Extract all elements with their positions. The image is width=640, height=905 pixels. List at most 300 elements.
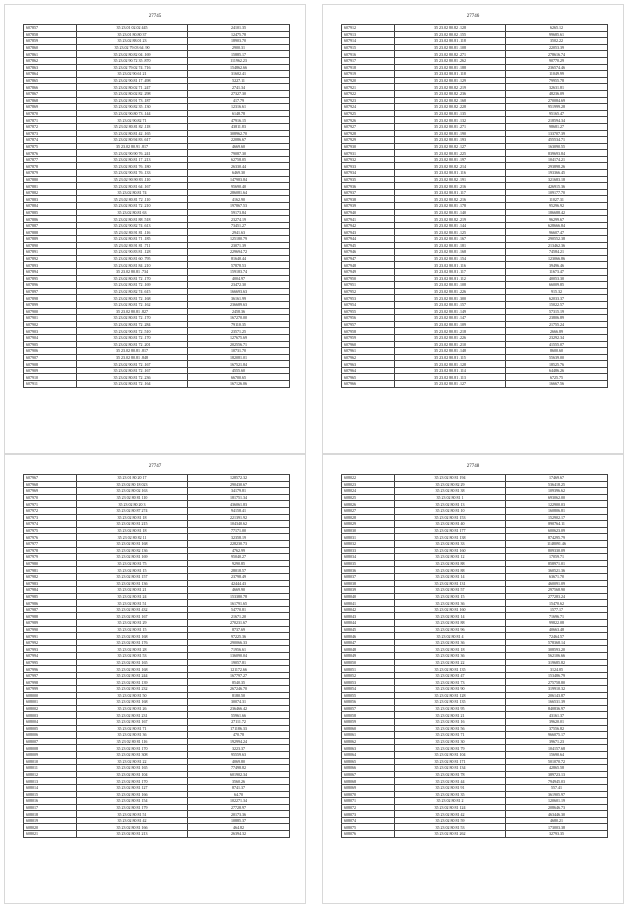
row-id-cell: 607949 xyxy=(342,268,395,275)
table-row xyxy=(342,328,608,335)
code-cell: 35 23 02 80 81 21 xyxy=(77,587,188,594)
code-cell: 35 23.02 80.81 .113 xyxy=(395,374,506,381)
table-row xyxy=(24,361,290,368)
row-id-cell: 608055 xyxy=(342,692,395,699)
amount-cell: 2741.34 xyxy=(188,84,290,91)
code-cell: 35 23.02 80.81 17 .213 xyxy=(77,156,188,163)
code-cell: 35 23 02 80 81 36 xyxy=(395,600,506,607)
row-id-cell: 607955 xyxy=(342,308,395,315)
table-row xyxy=(342,156,608,163)
amount-cell: 152902.17 xyxy=(506,514,608,521)
code-cell: 35 23 02 80 81 14 xyxy=(395,573,506,580)
row-id-cell: 608024 xyxy=(342,488,395,495)
code-cell: 35 23.02 80.81 72 .164 xyxy=(77,381,188,388)
row-id-cell: 607937 xyxy=(342,189,395,196)
table-row xyxy=(342,646,608,653)
table-row xyxy=(342,268,608,275)
row-id-cell: 607993 xyxy=(24,646,77,653)
code-cell: 35 23 02 80 81 13 xyxy=(395,501,506,508)
table-row xyxy=(342,593,608,600)
row-id-cell: 607882 xyxy=(24,189,77,196)
code-cell: 35 23.02 80.81 .190 xyxy=(395,130,506,137)
code-cell: 35 23.02 80.81 74 xyxy=(77,189,188,196)
amount-cell: 229694.72 xyxy=(188,249,290,256)
table-row xyxy=(342,606,608,613)
code-cell: 35 23 02 80 81 165 xyxy=(77,659,188,666)
row-id-cell: 607880 xyxy=(24,176,77,183)
code-cell: 35 23 02 80 81 18 xyxy=(77,527,188,534)
row-id-cell: 608038 xyxy=(342,580,395,587)
code-cell: 35 23.02 80.02 .155 xyxy=(395,31,506,38)
table-row xyxy=(24,817,290,824)
amount-cell: 6265.12 xyxy=(506,25,608,32)
table-row xyxy=(24,540,290,547)
table-row xyxy=(342,659,608,666)
table-row xyxy=(24,176,290,183)
row-id-cell: 607941 xyxy=(342,216,395,223)
table-row xyxy=(24,811,290,818)
row-id-cell: 608022 xyxy=(342,475,395,482)
amount-cell: 23571.25 xyxy=(188,328,290,335)
amount-cell: 600623.09 xyxy=(506,527,608,534)
amount-cell: 55639.00 xyxy=(506,354,608,361)
table-row xyxy=(24,321,290,328)
code-cell: 35 23 02 80 81 128 xyxy=(395,692,506,699)
table-row xyxy=(24,209,290,216)
table-row xyxy=(342,123,608,130)
row-id-cell: 607958 xyxy=(342,328,395,335)
amount-cell: 290552.38 xyxy=(506,236,608,243)
table-row xyxy=(342,97,608,104)
amount-cell: 99822.08 xyxy=(506,620,608,627)
code-cell: 35 23.02 80.81 .262 xyxy=(395,57,506,64)
amount-cell: 361905.97 xyxy=(506,791,608,798)
code-cell: 35 23 02 80 81 42 xyxy=(77,817,188,824)
amount-cell: 628666.84 xyxy=(506,222,608,229)
code-cell: 35 23.02 80.81 .218 xyxy=(395,328,506,335)
table-row xyxy=(24,110,290,117)
code-cell: 35 23.02 80.81 88 .518 xyxy=(77,216,188,223)
table-row xyxy=(342,110,608,117)
amount-cell: 15885.17 xyxy=(188,51,290,58)
row-id-cell: 607996 xyxy=(24,666,77,673)
row-id-cell: 607893 xyxy=(24,262,77,269)
row-id-cell: 607898 xyxy=(24,295,77,302)
table-row xyxy=(342,686,608,693)
row-id-cell: 607981 xyxy=(24,567,77,574)
row-id-cell: 607901 xyxy=(24,315,77,322)
row-id-cell: 608071 xyxy=(342,798,395,805)
code-cell: 35 23 02 80 81 95 xyxy=(395,705,506,712)
amount-cell: 501070.72 xyxy=(506,758,608,765)
row-id-cell: 607908 xyxy=(24,361,77,368)
row-id-cell: 607974 xyxy=(24,521,77,528)
table-row xyxy=(24,374,290,381)
row-id-cell: 607923 xyxy=(342,97,395,104)
row-id-cell: 608039 xyxy=(342,587,395,594)
amount-cell: 3560.26 xyxy=(188,778,290,785)
amount-cell: 3502.22 xyxy=(506,38,608,45)
amount-cell: 277283.24 xyxy=(506,593,608,600)
amount-cell: 3223.37 xyxy=(188,745,290,752)
code-cell: 35 23.02 80.81 .127 xyxy=(395,381,506,388)
table-row xyxy=(24,626,290,633)
table-row xyxy=(24,51,290,58)
row-id-cell: 607910 xyxy=(24,374,77,381)
table-row xyxy=(342,170,608,177)
table-row xyxy=(342,262,608,269)
table-row xyxy=(342,381,608,388)
table-row xyxy=(342,90,608,97)
amount-cell: 59173.84 xyxy=(188,209,290,216)
table-row xyxy=(342,501,608,508)
row-id-cell: 607912 xyxy=(342,25,395,32)
code-cell: 35 23.02 80.91 .817 xyxy=(77,143,188,150)
row-id-cell: 608064 xyxy=(342,751,395,758)
table-row xyxy=(342,44,608,51)
row-id-cell: 608054 xyxy=(342,686,395,693)
table-row xyxy=(342,758,608,765)
amount-cell: 31602.41 xyxy=(188,71,290,78)
amount-cell: 578368.14 xyxy=(506,639,608,646)
table-row xyxy=(342,288,608,295)
table-row xyxy=(24,718,290,725)
amount-cell: 417.79 xyxy=(188,97,290,104)
code-cell: 35 23 02 80 81 15 xyxy=(395,593,506,600)
row-id-cell: 607959 xyxy=(342,334,395,341)
code-cell: 35 23.02 90.61 21 xyxy=(77,71,188,78)
code-cell: 35 23.02 80.81 .167 xyxy=(395,236,506,243)
amount-cell: 23798.49 xyxy=(188,573,290,580)
code-cell: 35 23.02 80.81 .148 xyxy=(395,348,506,355)
code-cell: 35 23.02 80.81 .827 xyxy=(77,308,188,315)
table-row xyxy=(24,791,290,798)
row-id-cell: 608051 xyxy=(342,666,395,673)
code-cell: 35 23.02 90.81 17 .498 xyxy=(77,77,188,84)
amount-cell: 42865.58 xyxy=(506,765,608,772)
table-row xyxy=(342,666,608,673)
table-row xyxy=(342,699,608,706)
amount-cell: 127675.69 xyxy=(188,334,290,341)
code-cell: 35 23 02 80 81 88 xyxy=(395,567,506,574)
row-id-cell: 608021 xyxy=(24,831,77,838)
table-row xyxy=(342,791,608,798)
table-row xyxy=(342,104,608,111)
amount-cell: 4004.97 xyxy=(188,275,290,282)
amount-cell: 193366.45 xyxy=(506,170,608,177)
code-cell: 35 23.02 90.80 73 .144 xyxy=(77,110,188,117)
amount-cell: 809330.09 xyxy=(506,547,608,554)
code-cell: 35 23 02 80 81 42 xyxy=(395,811,506,818)
amount-cell: 202556.71 xyxy=(188,341,290,348)
code-cell: 35 23.01 80.80 37 xyxy=(77,31,188,38)
amount-cell: 2900.31 xyxy=(188,44,290,51)
amount-cell: 10885.37 xyxy=(188,817,290,824)
table-row xyxy=(24,501,290,508)
table-row xyxy=(24,196,290,203)
table-row xyxy=(24,229,290,236)
row-id-cell: 608067 xyxy=(342,771,395,778)
table-row xyxy=(24,771,290,778)
code-cell: 35 23 02 80 81 104 xyxy=(77,771,188,778)
code-cell: 35 23 02 80 81 53 xyxy=(77,653,188,660)
table-row xyxy=(24,130,290,137)
code-cell: 35 23 02 80 82 29 xyxy=(395,481,506,488)
code-cell: 35 23 02 80 81 50 xyxy=(77,692,188,699)
code-cell: 35 23.02 80.81 .181 xyxy=(395,242,506,249)
row-id-cell: 607886 xyxy=(24,216,77,223)
row-id-cell: 607963 xyxy=(342,361,395,368)
code-cell: 35 23.02 80.81 .125 xyxy=(395,229,506,236)
code-cell: 35 23 02 80 81 168 xyxy=(77,666,188,673)
table-row xyxy=(342,31,608,38)
amount-cell: 37556.82 xyxy=(506,725,608,732)
code-cell: 35 23 02 80 81 154 xyxy=(77,798,188,805)
amount-cell: 72464.57 xyxy=(506,633,608,640)
row-id-cell: 607871 xyxy=(24,117,77,124)
row-id-cell: 608075 xyxy=(342,824,395,831)
code-cell: 35 23 02 80 81 30 xyxy=(395,738,506,745)
amount-cell: 15690.64 xyxy=(506,751,608,758)
amount-cell: 40663.48 xyxy=(506,626,608,633)
amount-cell: 125180.79 xyxy=(188,236,290,243)
row-id-cell: 607995 xyxy=(24,659,77,666)
code-cell: 35 23 02 80 81 24 xyxy=(77,593,188,600)
code-cell: 35 23 02 80 81 179 xyxy=(77,804,188,811)
table-row xyxy=(342,798,608,805)
amount-cell: 23292.34 xyxy=(506,334,608,341)
code-cell: 35 23.02 90.90 76 .241 xyxy=(77,150,188,157)
code-cell: 35 23.02 80.81 .193 xyxy=(395,137,506,144)
table-row xyxy=(342,295,608,302)
table-row xyxy=(24,170,290,177)
row-id-cell: 608046 xyxy=(342,633,395,640)
amount-cell: 319685.82 xyxy=(506,659,608,666)
sheet-title: 27747 xyxy=(148,464,162,469)
row-id-cell: 607962 xyxy=(342,354,395,361)
code-cell: 35 23 02 80 81 51 xyxy=(77,811,188,818)
amount-cell: 10731.70 xyxy=(188,348,290,355)
amount-cell: 43161.37 xyxy=(506,712,608,719)
amount-cell: 102271.34 xyxy=(188,798,290,805)
code-cell: 35 23 02 80 81 71 xyxy=(395,732,506,739)
amount-cell: 94158.41 xyxy=(188,507,290,514)
row-id-cell: 607889 xyxy=(24,236,77,243)
code-cell: 35 23.02 80.81 .128 xyxy=(395,361,506,368)
table-row xyxy=(24,38,290,45)
table-row xyxy=(342,653,608,660)
amount-cell: 18903.70 xyxy=(188,38,290,45)
row-id-cell: 608031 xyxy=(342,534,395,541)
code-cell: 35 23 02 80 81 160 xyxy=(395,606,506,613)
code-cell: 35 23.02 90.72 35 .870 xyxy=(77,57,188,64)
table-row xyxy=(24,57,290,64)
amount-cell: 236574.46 xyxy=(506,64,608,71)
row-id-cell: 608023 xyxy=(342,481,395,488)
amount-cell: 8540.35 xyxy=(188,679,290,686)
table-row xyxy=(24,262,290,269)
table-row xyxy=(24,117,290,124)
row-id-cell: 607992 xyxy=(24,639,77,646)
table-row xyxy=(342,137,608,144)
code-cell: 35 23.02 80.81 82 .118 xyxy=(77,123,188,130)
amount-cell: 17059.71 xyxy=(506,554,608,561)
row-id-cell: 608020 xyxy=(24,824,77,831)
table-row xyxy=(24,778,290,785)
amount-cell: 12475.78 xyxy=(188,31,290,38)
row-id-cell: 607858 xyxy=(24,31,77,38)
table-row xyxy=(24,189,290,196)
table-row xyxy=(342,587,608,594)
row-id-cell: 607895 xyxy=(24,275,77,282)
code-cell: 35 23 02 80 81 59 xyxy=(395,817,506,824)
row-id-cell: 608000 xyxy=(24,692,77,699)
row-id-cell: 608015 xyxy=(24,791,77,798)
table-row xyxy=(24,613,290,620)
table-row xyxy=(24,633,290,640)
table-row xyxy=(342,51,608,58)
row-id-cell: 607960 xyxy=(342,341,395,348)
table-row xyxy=(342,163,608,170)
row-id-cell: 607876 xyxy=(24,150,77,157)
row-id-cell: 607857 xyxy=(24,25,77,32)
amount-cell: 4669.60 xyxy=(188,143,290,150)
row-id-cell: 607861 xyxy=(24,51,77,58)
table-row xyxy=(342,751,608,758)
amount-cell: 794945.03 xyxy=(506,778,608,785)
row-id-cell: 608005 xyxy=(24,725,77,732)
row-id-cell: 608053 xyxy=(342,679,395,686)
code-cell: 35 23.02 80.81 72 .236 xyxy=(77,374,188,381)
code-cell: 35 23 02 80 81 157 xyxy=(77,573,188,580)
amount-cell: 536418.25 xyxy=(506,481,608,488)
amount-cell: 160806.81 xyxy=(506,507,608,514)
table-row xyxy=(24,824,290,831)
table-row xyxy=(342,77,608,84)
code-cell: 35 23 02 80 81 135 xyxy=(395,699,506,706)
table-row xyxy=(342,547,608,554)
amount-cell: 39496.46 xyxy=(506,262,608,269)
table-row xyxy=(342,620,608,627)
table-row xyxy=(342,732,608,739)
amount-cell: 120601.19 xyxy=(506,798,608,805)
amount-cell: 270084.69 xyxy=(506,97,608,104)
row-id-cell: 607878 xyxy=(24,163,77,170)
row-id-cell: 608010 xyxy=(24,758,77,765)
table-row xyxy=(342,784,608,791)
code-cell: 35 23.02 80.81 72 .168 xyxy=(77,295,188,302)
table-row xyxy=(24,639,290,646)
table-row xyxy=(24,494,290,501)
amount-cell: 286081.64 xyxy=(188,189,290,196)
code-cell: 35 23 02 80 81 160 xyxy=(395,547,506,554)
table-row xyxy=(24,216,290,223)
amount-cell: 77498.82 xyxy=(188,765,290,772)
row-id-cell: 607989 xyxy=(24,620,77,627)
code-cell: 35 23 02 80 81 21 xyxy=(395,712,506,719)
code-cell: 35 23 02 80 81 127 xyxy=(77,784,188,791)
row-id-cell: 607965 xyxy=(342,374,395,381)
amount-cell: 22053.39 xyxy=(506,44,608,51)
table-row xyxy=(342,301,608,308)
row-id-cell: 607914 xyxy=(342,38,395,45)
row-id-cell: 607956 xyxy=(342,315,395,322)
amount-cell: 161791.65 xyxy=(188,600,290,607)
code-cell: 35 23.02 80.81 .117 xyxy=(395,268,506,275)
amount-cell: 11673.47 xyxy=(506,268,608,275)
table-row xyxy=(342,348,608,355)
row-id-cell: 607888 xyxy=(24,229,77,236)
table-row xyxy=(24,692,290,699)
amount-cell: 17469.67 xyxy=(506,475,608,482)
row-id-cell: 607918 xyxy=(342,64,395,71)
table-row xyxy=(342,275,608,282)
code-cell: 35 23.02 80.94 83 .617 xyxy=(77,137,188,144)
table-row xyxy=(24,236,290,243)
amount-cell: 96607.47 xyxy=(506,229,608,236)
table-row xyxy=(24,699,290,706)
code-cell: 35 23.02 80.82 .191 xyxy=(395,176,506,183)
row-id-cell: 607985 xyxy=(24,593,77,600)
table-row xyxy=(24,354,290,361)
table-row xyxy=(24,44,290,51)
code-cell: 35 23 02 80 81 33 xyxy=(395,540,506,547)
code-cell: 35 23 02 80 81 215 xyxy=(77,521,188,528)
table-row xyxy=(24,725,290,732)
amount-cell: 123066.86 xyxy=(506,255,608,262)
amount-cell: 62033.37 xyxy=(506,295,608,302)
amount-cell: 293898.26 xyxy=(506,163,608,170)
table-row xyxy=(342,540,608,547)
table-row xyxy=(24,64,290,71)
code-cell: 35 23 02 80 20 3 xyxy=(77,501,188,508)
table-row xyxy=(342,600,608,607)
table-row xyxy=(24,573,290,580)
code-cell: 35 23 02 80 81 153 xyxy=(395,514,506,521)
code-cell: 35 23 02 80 81 4 xyxy=(395,633,506,640)
code-cell: 35 23 02 80 81 47 xyxy=(395,672,506,679)
code-cell: 35 23.02 80.91 73 .187 xyxy=(77,97,188,104)
amount-cell: 20173.36 xyxy=(188,811,290,818)
code-cell: 35 23.02 90.82 71 xyxy=(77,117,188,124)
row-id-cell: 608065 xyxy=(342,758,395,765)
amount-cell: 39671.23 xyxy=(506,738,608,745)
row-id-cell: 608063 xyxy=(342,745,395,752)
row-id-cell: 608003 xyxy=(24,712,77,719)
table-row xyxy=(342,341,608,348)
table-row xyxy=(24,758,290,765)
amount-cell: 48236.09 xyxy=(506,90,608,97)
row-id-cell: 607961 xyxy=(342,348,395,355)
table-row xyxy=(24,367,290,374)
code-cell: 35 23.02 90.90 83 .110 xyxy=(77,176,188,183)
code-cell: 35 23.02 80.91 81 .711 xyxy=(77,242,188,249)
data-table xyxy=(23,24,290,388)
code-cell: 35 23.02 80.81 .144 xyxy=(395,222,506,229)
code-cell: 35 23 02 80 81 57 xyxy=(395,587,506,594)
table-row xyxy=(24,381,290,388)
code-cell: 35 23.02 80.81 .817 xyxy=(77,348,188,355)
amount-cell: 95040.27 xyxy=(188,554,290,561)
row-id-cell: 607905 xyxy=(24,341,77,348)
table-row xyxy=(24,686,290,693)
row-id-cell: 607943 xyxy=(342,229,395,236)
code-cell: 35 23.02 80.82 .219 xyxy=(395,216,506,223)
code-cell: 35 23 02 80 81 134 xyxy=(395,765,506,772)
amount-cell: 79955.78 xyxy=(506,77,608,84)
row-id-cell: 608026 xyxy=(342,501,395,508)
code-cell: 35 23.02 80.81 84 .210 xyxy=(77,262,188,269)
